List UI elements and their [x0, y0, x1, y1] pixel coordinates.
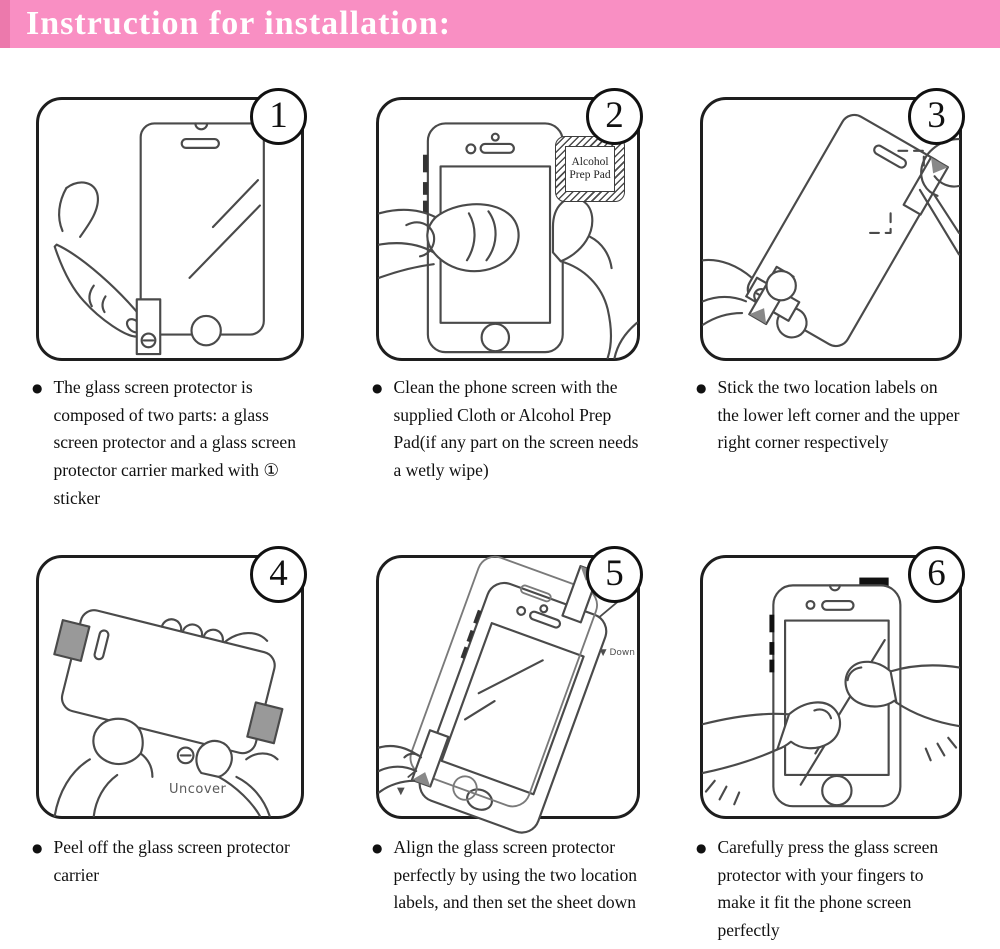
- bullet-icon: ●: [696, 381, 707, 395]
- step-caption-1: [32, 374, 334, 512]
- badge-number: 4: [269, 553, 288, 594]
- bullet-icon: ●: [372, 841, 383, 855]
- step-caption-5: [372, 834, 652, 917]
- step-text: Stick the two location labels on the lower left corner and the upper right corner respectively: [717, 377, 960, 453]
- bullet-icon: ●: [696, 841, 707, 855]
- alcohol-prep-pad-label: Alcohol Prep Pad: [565, 146, 615, 192]
- step-caption-6: [696, 834, 996, 945]
- step-panel-4: [36, 555, 304, 819]
- step-caption-3: [696, 374, 996, 457]
- page-title: Instruction for installation:: [26, 5, 452, 42]
- badge-number: 5: [605, 553, 624, 594]
- bullet-icon: ●: [372, 381, 383, 395]
- header-accent-stripe: [0, 0, 10, 48]
- step-panel-2: [376, 97, 640, 361]
- down-arrow-icon: ▼: [397, 786, 405, 797]
- uncover-label: Uncover: [169, 782, 227, 797]
- step-badge-1: [250, 88, 307, 145]
- bullet-icon: ●: [32, 381, 43, 395]
- down-label: Down: [609, 648, 635, 658]
- down-arrow-icon: ▼: [599, 648, 607, 658]
- step-badge-6: [908, 546, 965, 603]
- step-badge-2: [586, 88, 643, 145]
- down-annotation: [600, 648, 635, 658]
- step-caption-2: [372, 374, 648, 485]
- step-badge-4: [250, 546, 307, 603]
- step-badge-3: [908, 88, 965, 145]
- step-panel-3: [700, 97, 962, 361]
- step-text: Peel off the glass screen protector carrier: [53, 837, 290, 885]
- step-text: The glass screen protector is composed of two parts: a glass screen protector and a glass screen protector carrier marked with ① sticker: [53, 377, 296, 508]
- step-text: Clean the phone screen with the supplied Cloth or Alcohol Prep Pad(if any part on the screen needs a wetly wipe): [393, 377, 639, 480]
- alcohol-prep-pad: [555, 136, 625, 202]
- bullet-icon: ●: [32, 841, 43, 855]
- step-panel-6: [700, 555, 962, 819]
- step-text: Carefully press the glass screen protector with your fingers to make it fit the phone screen perfectly: [717, 837, 939, 940]
- badge-number: 3: [927, 95, 946, 136]
- step-text: Align the glass screen protector perfectly by using the two location labels, and then set the sheet down: [393, 837, 637, 913]
- badge-number: 1: [269, 95, 288, 136]
- step-panel-5: [376, 555, 640, 819]
- step-caption-4: [32, 834, 334, 889]
- badge-number: 2: [605, 95, 624, 136]
- step-badge-5: [586, 546, 643, 603]
- badge-number: 6: [927, 553, 946, 594]
- header-bar: [0, 0, 1000, 48]
- step-panel-1: [36, 97, 304, 361]
